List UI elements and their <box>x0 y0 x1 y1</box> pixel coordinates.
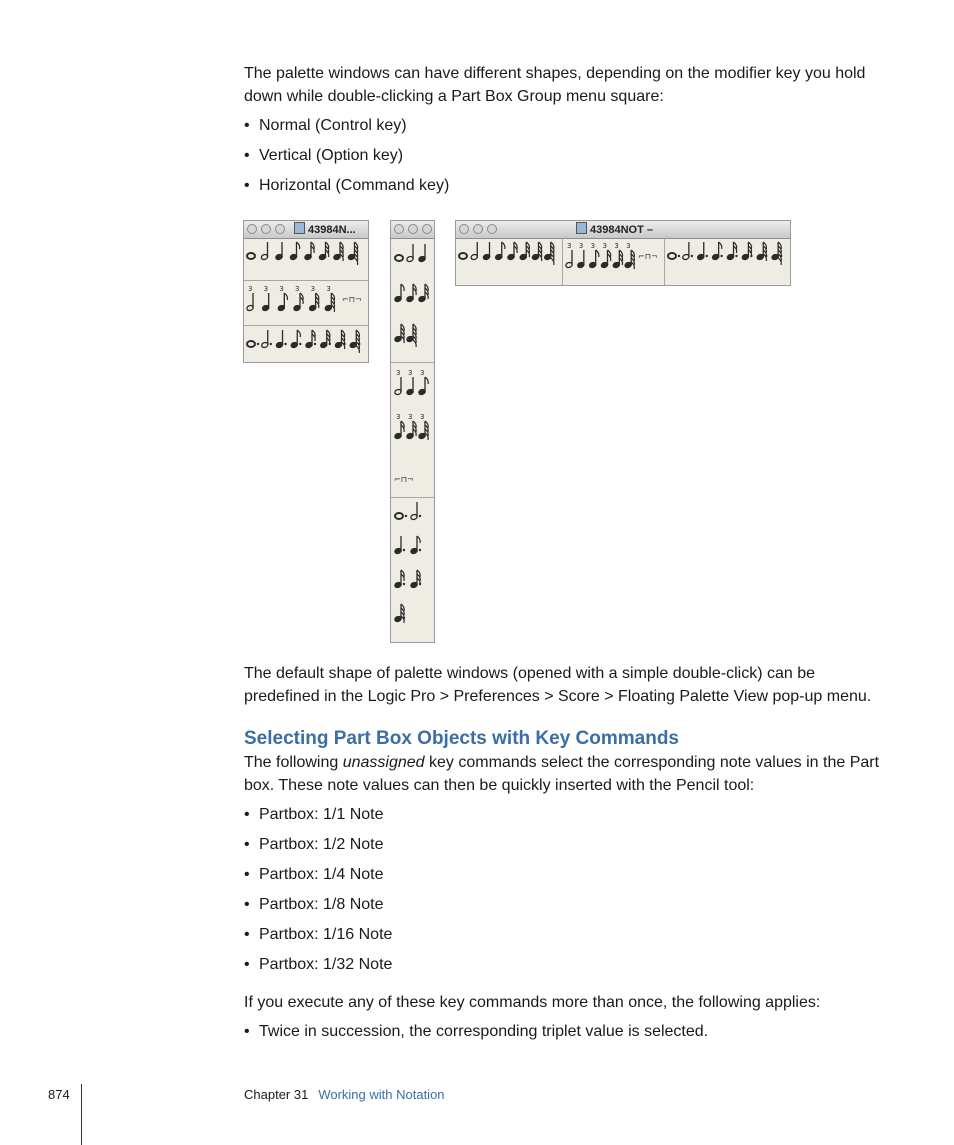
triplet-mark: 3 <box>310 285 316 293</box>
note-glyph <box>483 242 491 260</box>
plain-notes-icon <box>391 238 434 362</box>
bullet-text: Partbox: 1/1 Note <box>259 806 384 823</box>
chapter-title-link[interactable]: Working with Notation <box>318 1087 445 1102</box>
note-glyph <box>406 324 416 347</box>
key-commands-intro <box>244 751 884 797</box>
dotted-notes-icon <box>665 238 790 285</box>
note-glyph <box>247 253 255 259</box>
note-glyph <box>418 377 428 395</box>
document-icon <box>294 222 305 234</box>
bullet-text: Partbox: 1/8 Note <box>259 896 384 913</box>
note-glyph <box>261 330 272 348</box>
note-glyph <box>290 242 300 260</box>
note-glyph <box>418 244 426 262</box>
vertical-group-triplets[interactable] <box>391 363 434 498</box>
note-glyph <box>333 242 343 261</box>
triplet-mark: 3 <box>626 242 631 250</box>
horizontal-group-dotted[interactable] <box>665 238 790 285</box>
note-glyph <box>304 242 314 260</box>
close-icon[interactable] <box>247 224 257 234</box>
triplet-mark: 3 <box>614 242 619 250</box>
note-glyph <box>394 284 404 302</box>
bullet-text: Twice in succession, the corresponding triplet value is selected. <box>259 1023 709 1040</box>
note-glyph <box>727 242 738 260</box>
note-glyph <box>406 421 416 439</box>
note-glyph <box>577 250 585 268</box>
footer-divider <box>81 1084 82 1145</box>
palette-horizontal-titlebar <box>456 221 790 239</box>
intro-before: The following <box>244 754 343 771</box>
bullet-text: Partbox: 1/4 Note <box>259 866 384 883</box>
bullet-partbox-1-4: • Partbox: 1/4 Note <box>244 866 384 883</box>
note-glyph <box>335 330 346 349</box>
note-glyph <box>394 324 404 343</box>
plain-notes-icon <box>244 238 368 280</box>
note-glyph <box>418 421 428 440</box>
note-glyph <box>507 242 517 260</box>
zoom-icon[interactable] <box>487 224 497 234</box>
triplet-mark: 3 <box>396 369 401 377</box>
intro-paragraph: The palette windows can have different shapes, depending on the modifier key you hold down while double-clicking a Part Box Group menu square: <box>244 65 866 105</box>
note-glyph <box>394 377 402 395</box>
document-icon <box>576 222 587 234</box>
note-glyph <box>394 604 405 623</box>
palette-normal-title <box>294 222 356 237</box>
intro-after: key commands select the corresponding note values in the Part box. These note values can then be quickly inserted with the Pencil tool: <box>244 754 880 794</box>
rest-symbol: ⌐⊓¬ <box>394 475 414 484</box>
note-glyph <box>305 330 316 348</box>
note-glyph <box>262 293 270 311</box>
note-glyph <box>756 242 767 261</box>
minimize-icon[interactable] <box>261 224 271 234</box>
note-glyph <box>349 330 360 353</box>
triplet-mark: 3 <box>408 369 413 377</box>
bullet-partbox-1-2: • Partbox: 1/2 Note <box>244 836 384 853</box>
palette-horizontal-window <box>455 220 791 286</box>
dotted-notes-icon <box>244 326 368 362</box>
triplet-mark: 3 <box>420 369 425 377</box>
rest-symbol: ⌐⊓¬ <box>638 252 658 261</box>
close-icon[interactable] <box>394 224 404 234</box>
note-glyph <box>418 284 428 302</box>
normal-group-plain[interactable] <box>244 238 368 281</box>
note-glyph <box>712 242 723 260</box>
note-glyph <box>247 341 259 347</box>
note-glyph <box>589 250 599 268</box>
triplet-notes-icon <box>244 281 368 325</box>
triplet-mark: 3 <box>326 285 331 293</box>
default-shape-paragraph: The default shape of palette windows (opened with a simple double-click) can be predefined in the Logic Pro > Preferences > Score > Floating Palette View pop-up menu. <box>244 665 872 705</box>
triplet-mark: 3 <box>590 242 596 250</box>
intro-emphasis: unassigned <box>342 754 425 771</box>
note-glyph <box>624 250 634 269</box>
bullet-partbox-1-8: • Partbox: 1/8 Note <box>244 896 384 913</box>
zoom-icon[interactable] <box>275 224 285 234</box>
note-glyph <box>394 536 405 554</box>
dotted-notes-icon <box>391 498 434 642</box>
palette-vertical-window <box>390 220 435 643</box>
bullet-normal: • Normal (Control key) <box>244 117 407 134</box>
note-glyph <box>613 250 623 268</box>
page-number: 874 <box>48 1087 70 1102</box>
palette-normal-title-text: 43984N... <box>308 224 356 236</box>
bullet-text: Partbox: 1/2 Note <box>259 836 384 853</box>
note-glyph <box>394 421 404 439</box>
horizontal-group-plain[interactable] <box>456 238 563 285</box>
note-glyph <box>410 570 421 588</box>
vertical-group-dotted[interactable] <box>391 498 434 642</box>
note-glyph <box>470 242 478 260</box>
note-glyph <box>348 242 358 265</box>
minimize-icon[interactable] <box>408 224 418 234</box>
triplet-notes-icon <box>391 363 434 497</box>
bullet-vertical: • Vertical (Option key) <box>244 147 404 164</box>
bullet-partbox-1-1: • Partbox: 1/1 Note <box>244 806 384 823</box>
normal-group-dotted[interactable] <box>244 326 368 362</box>
repeat-paragraph: If you execute any of these key commands more than once, the following applies: <box>244 994 821 1011</box>
note-glyph <box>395 513 407 519</box>
chapter-label: Chapter 31 <box>244 1087 309 1102</box>
triplet-mark: 3 <box>578 242 584 250</box>
normal-group-triplets[interactable] <box>244 281 368 326</box>
note-glyph <box>290 330 301 348</box>
note-glyph <box>394 570 405 588</box>
palette-horizontal-title-text: 43984NOT – <box>590 224 653 236</box>
bullet-horizontal: • Horizontal (Command key) <box>244 177 450 194</box>
note-glyph <box>519 242 529 260</box>
note-glyph <box>278 293 288 311</box>
note-glyph <box>309 293 319 311</box>
bullet-text: Partbox: 1/32 Note <box>259 956 393 973</box>
note-glyph <box>406 284 416 302</box>
bullet-text: Horizontal (Command key) <box>259 177 450 194</box>
note-glyph <box>325 293 335 312</box>
palette-vertical-titlebar <box>391 221 434 239</box>
minimize-icon[interactable] <box>473 224 483 234</box>
palette-horizontal-title <box>576 222 653 237</box>
note-glyph <box>601 250 611 268</box>
note-glyph <box>771 242 782 265</box>
note-glyph <box>275 242 283 260</box>
palette-normal-window <box>243 220 369 363</box>
triplet-mark: 3 <box>295 285 300 293</box>
triplet-mark: 3 <box>602 242 607 250</box>
note-glyph <box>293 293 303 311</box>
section-heading: Selecting Part Box Objects with Key Commands <box>244 728 679 749</box>
note-glyph <box>410 536 421 554</box>
bullet-partbox-1-16: • Partbox: 1/16 Note <box>244 926 393 943</box>
bullet-twice: • Twice in succession, the corresponding triplet value is selected. <box>244 1023 709 1040</box>
bullet-text: Normal (Control key) <box>259 117 407 134</box>
triplet-mark: 3 <box>396 413 401 421</box>
note-glyph <box>459 253 467 259</box>
note-glyph <box>532 242 542 261</box>
note-glyph <box>395 255 403 261</box>
bullet-text: Partbox: 1/16 Note <box>259 926 393 943</box>
note-glyph <box>682 242 693 260</box>
triplet-mark: 3 <box>263 285 269 293</box>
triplet-mark: 3 <box>248 285 253 293</box>
note-glyph <box>406 377 414 395</box>
rest-symbol: ⌐⊓¬ <box>342 295 362 304</box>
plain-notes-icon <box>456 238 562 285</box>
note-glyph <box>410 502 421 520</box>
note-glyph <box>246 293 254 311</box>
note-glyph <box>565 250 573 268</box>
close-icon[interactable] <box>459 224 469 234</box>
note-glyph <box>697 242 708 260</box>
note-glyph <box>320 330 331 348</box>
zoom-icon[interactable] <box>422 224 432 234</box>
bullet-partbox-1-32: • Partbox: 1/32 Note <box>244 956 393 973</box>
note-glyph <box>668 253 680 259</box>
note-glyph <box>319 242 329 260</box>
vertical-group-plain[interactable] <box>391 238 434 363</box>
note-glyph <box>544 242 554 265</box>
triplet-notes-icon <box>563 238 664 285</box>
note-glyph <box>276 330 287 348</box>
triplet-mark: 3 <box>279 285 284 293</box>
triplet-mark: 3 <box>408 413 413 421</box>
palette-normal-titlebar <box>244 221 368 239</box>
note-glyph <box>742 242 753 260</box>
triplet-mark: 3 <box>420 413 425 421</box>
note-glyph <box>495 242 505 260</box>
triplet-mark: 3 <box>567 242 572 250</box>
note-glyph <box>261 242 269 260</box>
horizontal-group-triplets[interactable] <box>563 238 665 285</box>
note-glyph <box>406 244 414 262</box>
footer-chapter <box>244 1087 445 1103</box>
bullet-text: Vertical (Option key) <box>259 147 404 164</box>
